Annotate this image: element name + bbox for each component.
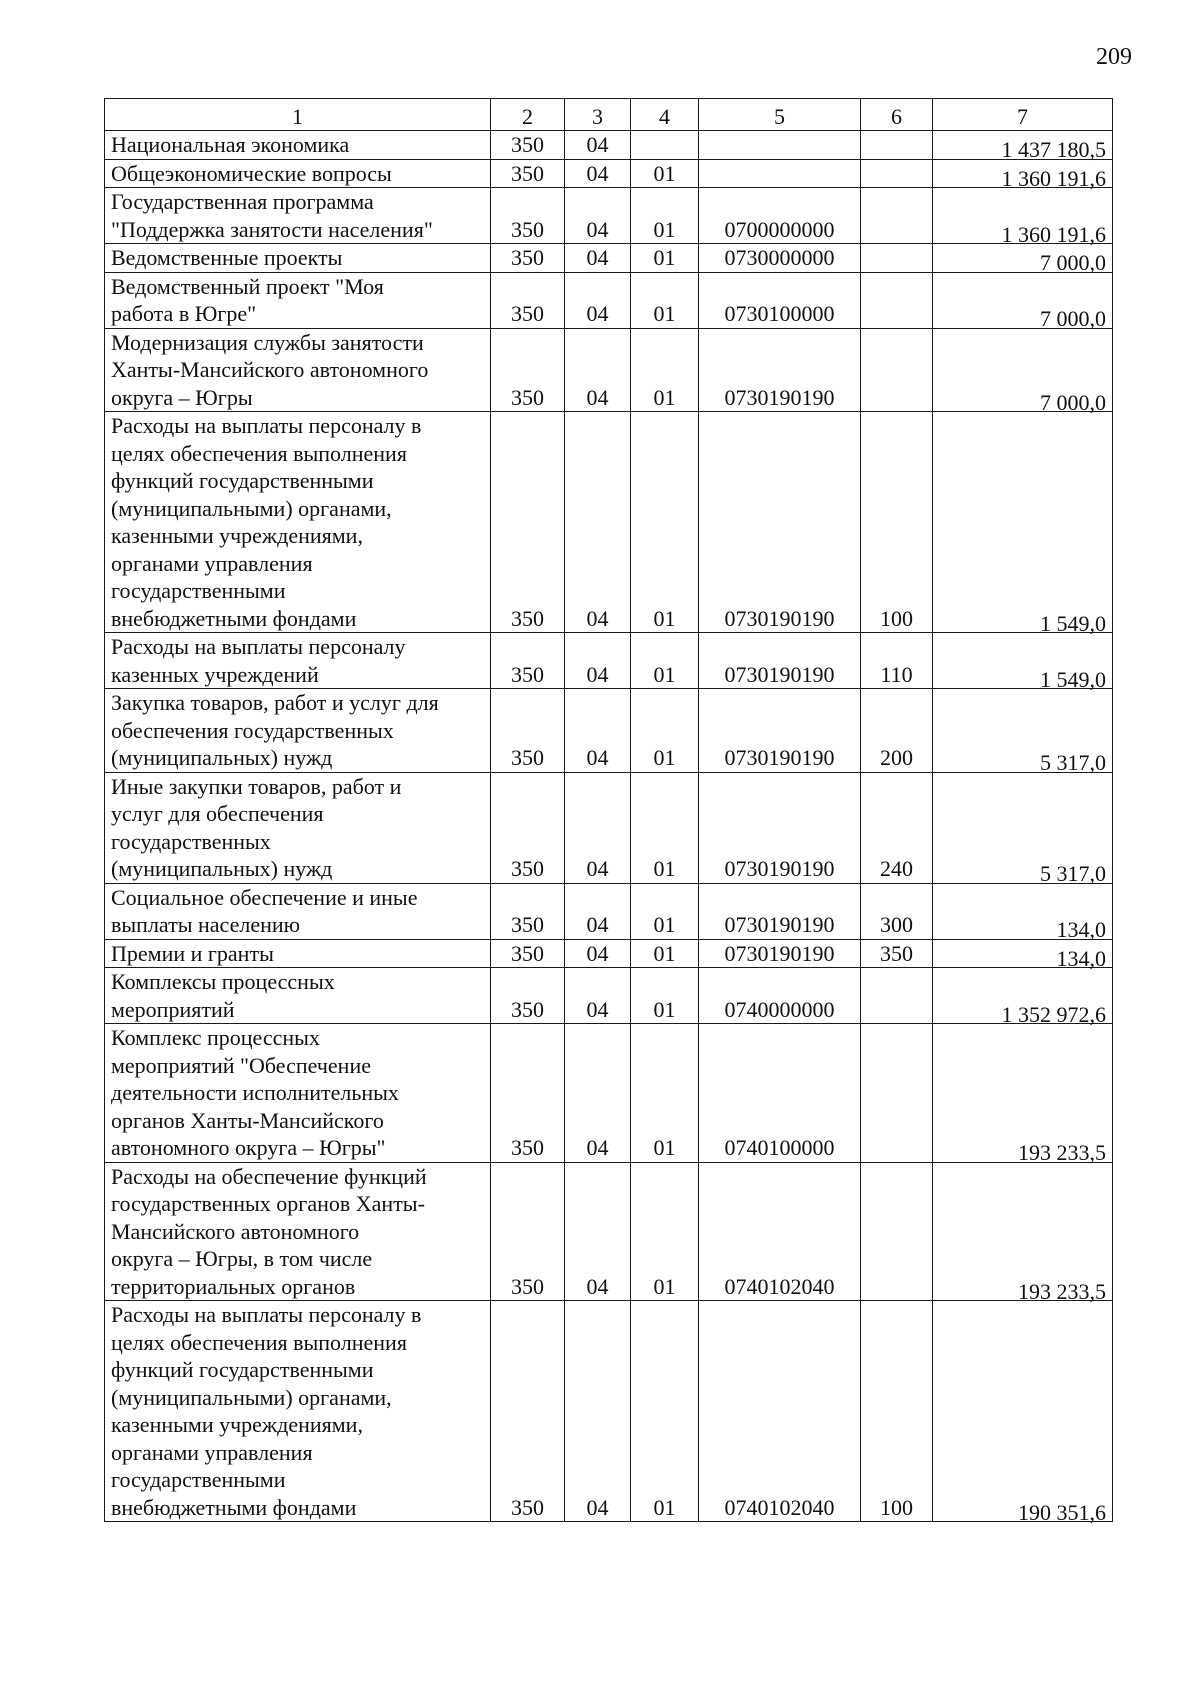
- row-col3-value: 04: [586, 745, 609, 770]
- row-col5-value: 0730190190: [724, 605, 835, 631]
- row-col4-value: 01: [653, 1135, 676, 1160]
- row-col4-value: 01: [653, 912, 676, 937]
- row-col2-value: 350: [511, 132, 544, 157]
- header-cell-7: 7: [933, 99, 1113, 131]
- row-col2-value: 350: [511, 160, 544, 186]
- row-col4-cell: [631, 244, 699, 273]
- row-col6-value: 300: [880, 912, 913, 937]
- row-col5-value: 0730000000: [724, 245, 835, 270]
- row-col4-value: 01: [653, 1494, 676, 1520]
- table-row: [105, 689, 1113, 773]
- row-amount-cell: [933, 412, 1113, 636]
- row-col5-value: 0740000000: [724, 996, 835, 1022]
- row-col6-cell: [861, 1162, 933, 1301]
- row-name-cell: Расходы на выплаты персоналу казенных учреждений: [105, 633, 491, 689]
- row-col5-value: 0730190190: [724, 745, 835, 770]
- row-col3-cell: [565, 328, 631, 412]
- row-col6-value: 200: [880, 745, 913, 770]
- row-col5-value: 0730190190: [724, 940, 835, 966]
- row-amount-value: 190 351,6: [1018, 1499, 1106, 1525]
- row-col3-cell: [565, 939, 631, 968]
- row-col2-cell: [491, 633, 565, 689]
- row-col5-cell: [699, 772, 861, 883]
- row-col6-cell: [861, 883, 933, 939]
- row-name-cell: Государственная программа "Поддержка занятости населения": [105, 188, 491, 244]
- row-col2-value: 350: [511, 1273, 544, 1299]
- row-name-cell: Национальная экономика: [105, 131, 491, 160]
- row-col3-cell: [565, 689, 631, 773]
- row-amount-value: 5 317,0: [1040, 861, 1106, 886]
- row-col2-cell: [491, 883, 565, 939]
- row-amount-cell: [933, 272, 1113, 331]
- row-col4-cell: [631, 131, 699, 160]
- row-col2-value: 350: [511, 1135, 544, 1160]
- row-name-cell: Комплексы процессных мероприятий: [105, 968, 491, 1024]
- row-col5-value: 0740100000: [724, 1135, 835, 1160]
- row-col4-cell: [631, 689, 699, 773]
- row-col2-cell: [491, 968, 565, 1024]
- row-col6-value: 100: [880, 1494, 913, 1520]
- row-name-cell: Ведомственные проекты: [105, 244, 491, 273]
- row-amount-value: 193 233,5: [1018, 1140, 1106, 1165]
- row-col4-cell: [631, 1301, 699, 1522]
- row-col5-cell: [699, 633, 861, 689]
- row-col6-cell: [861, 131, 933, 160]
- row-col5-cell: [699, 1024, 861, 1163]
- table-row: [105, 939, 1113, 968]
- row-name-cell: Расходы на обеспечение функций государственных органов Ханты- Мансийского автономного округа – Югры, в том числе территориальных органов: [105, 1162, 491, 1301]
- row-col4-cell: [631, 188, 699, 244]
- row-col5-value: 0730190190: [724, 912, 835, 937]
- row-col3-value: 04: [586, 1494, 609, 1520]
- table-row: [105, 272, 1113, 328]
- row-col3-cell: [565, 159, 631, 188]
- row-col2-cell: [491, 689, 565, 773]
- row-col6-cell: [861, 188, 933, 244]
- row-name-cell: Расходы на выплаты персоналу в целях обеспечения выполнения функций государственными (муниципальными) органами, казенными учреждениями, органами управления государственными внебюджетными фондами: [105, 412, 491, 633]
- row-col3-value: 04: [586, 384, 609, 410]
- row-name-cell: Расходы на выплаты персоналу в целях обеспечения выполнения функций государственными (муниципальными) органами, казенными учреждениями, органами управления государственными внебюджетными фондами: [105, 1301, 491, 1522]
- table-row: [105, 328, 1113, 412]
- table-row: [105, 883, 1113, 939]
- row-col5-cell: [699, 188, 861, 244]
- header-cell-3: 3: [565, 99, 631, 131]
- row-col4-cell: [631, 412, 699, 633]
- row-col5-value: 0730190190: [724, 856, 835, 881]
- row-col3-cell: [565, 131, 631, 160]
- row-col6-cell: [861, 772, 933, 883]
- row-col4-cell: [631, 968, 699, 1024]
- row-col2-cell: [491, 328, 565, 412]
- row-col6-cell: [861, 633, 933, 689]
- row-col4-value: 01: [653, 216, 676, 242]
- row-col4-cell: [631, 939, 699, 968]
- row-amount-cell: [933, 689, 1113, 773]
- row-col2-value: 350: [511, 1494, 544, 1520]
- page-number: 209: [1096, 44, 1132, 70]
- row-col4-value: 01: [653, 384, 676, 410]
- row-amount-value: 5 317,0: [1040, 750, 1106, 775]
- row-col2-value: 350: [511, 856, 544, 881]
- row-col5-cell: [699, 412, 861, 633]
- row-col5-cell: [699, 1162, 861, 1301]
- header-cell-2: 2: [491, 99, 565, 131]
- row-col6-value: 110: [880, 661, 913, 687]
- table-row: [105, 244, 1113, 273]
- row-col5-cell: [699, 272, 861, 328]
- row-amount-value: 134,0: [1056, 917, 1106, 942]
- row-name-cell: Общеэкономические вопросы: [105, 159, 491, 188]
- row-col2-value: 350: [511, 940, 544, 966]
- row-col3-value: 04: [586, 996, 609, 1022]
- row-col6-value: 240: [880, 856, 913, 881]
- row-col2-cell: [491, 1301, 565, 1522]
- row-col3-value: 04: [586, 912, 609, 937]
- row-col3-value: 04: [586, 1273, 609, 1299]
- row-amount-value: 1 360 191,6: [1001, 165, 1106, 191]
- row-name-cell: Ведомственный проект "Моя работа в Югре": [105, 272, 491, 328]
- row-amount-cell: [933, 968, 1113, 1027]
- row-amount-cell: [933, 633, 1113, 692]
- row-col5-value: 0730100000: [724, 301, 835, 326]
- row-amount-cell: [933, 131, 1113, 160]
- row-col4-cell: [631, 883, 699, 939]
- row-col6-cell: [861, 968, 933, 1024]
- row-col2-cell: [491, 1162, 565, 1301]
- row-col6-cell: [861, 159, 933, 188]
- row-col3-value: 04: [586, 216, 609, 242]
- row-col4-cell: [631, 159, 699, 188]
- row-col3-cell: [565, 1024, 631, 1163]
- row-col5-cell: [699, 159, 861, 188]
- row-col2-value: 350: [511, 745, 544, 770]
- header-cell-5: 5: [699, 99, 861, 131]
- row-col4-value: 01: [653, 661, 676, 687]
- row-col3-cell: [565, 1301, 631, 1522]
- row-col4-cell: [631, 272, 699, 328]
- row-col3-cell: [565, 1162, 631, 1301]
- row-col5-cell: [699, 883, 861, 939]
- row-col4-value: 01: [653, 856, 676, 881]
- row-col3-value: 04: [586, 856, 609, 881]
- row-name-cell: Социальное обеспечение и иные выплаты населению: [105, 883, 491, 939]
- row-col5-cell: [699, 328, 861, 412]
- row-col4-value: 01: [653, 940, 676, 966]
- row-amount-value: 7 000,0: [1040, 306, 1106, 331]
- row-amount-cell: [933, 188, 1113, 247]
- row-col6-cell: [861, 1301, 933, 1522]
- row-col6-cell: [861, 328, 933, 412]
- row-col4-value: 01: [653, 245, 676, 270]
- row-name-cell: Комплекс процессных мероприятий "Обеспечение деятельности исполнительных органов Ханты-Мансийского автономного округа – Югры": [105, 1024, 491, 1163]
- row-col4-value: 01: [653, 745, 676, 770]
- row-amount-value: 1 549,0: [1040, 666, 1106, 692]
- row-col2-value: 350: [511, 912, 544, 937]
- row-col4-cell: [631, 1024, 699, 1163]
- row-col2-value: 350: [511, 216, 544, 242]
- table-row: [105, 131, 1113, 160]
- row-col2-value: 350: [511, 245, 544, 270]
- row-col5-value: 0730190190: [724, 661, 835, 687]
- header-cell-6: 6: [861, 99, 933, 131]
- row-col4-value: 01: [653, 160, 676, 186]
- table-row: [105, 188, 1113, 244]
- row-col5-cell: [699, 689, 861, 773]
- row-col2-value: 350: [511, 301, 544, 326]
- row-col2-value: 350: [511, 605, 544, 631]
- row-col3-cell: [565, 272, 631, 328]
- row-col3-cell: [565, 772, 631, 883]
- table-row: [105, 968, 1113, 1024]
- row-col3-value: 04: [586, 245, 609, 270]
- row-name-cell: Модернизация службы занятости Ханты-Мансийского автономного округа – Югры: [105, 328, 491, 412]
- row-amount-cell: [933, 328, 1113, 415]
- row-amount-value: 7 000,0: [1040, 250, 1106, 275]
- row-col2-cell: [491, 772, 565, 883]
- row-col2-cell: [491, 939, 565, 968]
- row-col6-cell: [861, 272, 933, 328]
- row-col5-value: 0740102040: [724, 1494, 835, 1520]
- row-col5-value: 0700000000: [724, 216, 835, 242]
- row-col2-value: 350: [511, 661, 544, 687]
- table-row: [105, 1162, 1113, 1301]
- row-name-cell: Закупка товаров, работ и услуг для обеспечения государственных (муниципальных) нужд: [105, 689, 491, 773]
- row-col3-cell: [565, 883, 631, 939]
- row-col3-value: 04: [586, 940, 609, 966]
- row-col5-value: 0730190190: [724, 384, 835, 410]
- row-col3-value: 04: [586, 301, 609, 326]
- row-col2-cell: [491, 188, 565, 244]
- row-amount-value: 7 000,0: [1040, 389, 1106, 415]
- row-amount-cell: [933, 1162, 1113, 1304]
- row-col3-value: 04: [586, 661, 609, 687]
- row-amount-value: 1 360 191,6: [1001, 221, 1106, 247]
- row-col4-cell: [631, 633, 699, 689]
- row-col6-value: 100: [880, 605, 913, 631]
- row-col3-cell: [565, 188, 631, 244]
- row-amount-cell: [933, 772, 1113, 886]
- row-amount-value: 1 549,0: [1040, 610, 1106, 636]
- row-col4-value: 01: [653, 996, 676, 1022]
- table-row: [105, 1301, 1113, 1522]
- row-col4-value: 01: [653, 1273, 676, 1299]
- row-name-cell: Премии и гранты: [105, 939, 491, 968]
- row-col2-cell: [491, 159, 565, 188]
- row-col2-cell: [491, 412, 565, 633]
- row-col2-value: 350: [511, 384, 544, 410]
- row-col3-value: 04: [586, 1135, 609, 1160]
- row-col6-cell: [861, 939, 933, 968]
- row-col2-cell: [491, 131, 565, 160]
- header-row: [105, 99, 1113, 131]
- table-row: [105, 159, 1113, 188]
- row-col5-cell: [699, 968, 861, 1024]
- table-row: [105, 633, 1113, 689]
- row-col6-cell: [861, 244, 933, 273]
- row-col3-value: 04: [586, 160, 609, 186]
- row-col3-value: 04: [586, 132, 609, 157]
- row-amount-value: 1 437 180,5: [1001, 137, 1106, 162]
- row-col5-cell: [699, 1301, 861, 1522]
- row-amount-value: 134,0: [1056, 945, 1106, 971]
- budget-table: [104, 98, 1113, 1525]
- row-amount-value: 1 352 972,6: [1001, 1001, 1106, 1027]
- row-col4-cell: [631, 328, 699, 412]
- row-col5-cell: [699, 131, 861, 160]
- header-cell-4: 4: [631, 99, 699, 131]
- row-col4-cell: [631, 772, 699, 883]
- row-col4-value: 01: [653, 605, 676, 631]
- row-amount-cell: [933, 1301, 1113, 1525]
- table-body: [105, 131, 1113, 1525]
- row-col3-cell: [565, 633, 631, 689]
- header-cell-1: 1: [105, 99, 491, 131]
- row-col5-cell: [699, 244, 861, 273]
- row-name-cell: Иные закупки товаров, работ и услуг для обеспечения государственных (муниципальных) нужд: [105, 772, 491, 883]
- row-col6-value: 350: [880, 940, 913, 966]
- row-col3-cell: [565, 244, 631, 273]
- row-col6-cell: [861, 1024, 933, 1163]
- row-col6-cell: [861, 412, 933, 633]
- row-amount-cell: [933, 883, 1113, 942]
- row-col2-cell: [491, 272, 565, 328]
- row-col2-cell: [491, 1024, 565, 1163]
- row-col3-cell: [565, 412, 631, 633]
- row-col2-value: 350: [511, 996, 544, 1022]
- row-amount-cell: [933, 1024, 1113, 1163]
- row-col3-value: 04: [586, 605, 609, 631]
- table-row: [105, 1024, 1113, 1163]
- row-amount-value: 193 233,5: [1018, 1278, 1106, 1304]
- row-col4-cell: [631, 1162, 699, 1301]
- row-col3-cell: [565, 968, 631, 1024]
- row-col5-cell: [699, 939, 861, 968]
- row-col5-value: 0740102040: [724, 1273, 835, 1299]
- table-row: [105, 772, 1113, 883]
- row-col4-value: 01: [653, 301, 676, 326]
- table-row: [105, 412, 1113, 633]
- row-col6-cell: [861, 689, 933, 773]
- row-col2-cell: [491, 244, 565, 273]
